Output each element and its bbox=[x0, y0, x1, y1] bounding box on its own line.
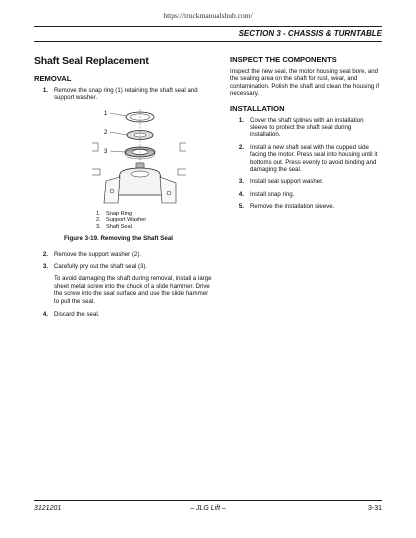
removal-step bbox=[34, 263, 214, 270]
header-rule-lower bbox=[34, 41, 382, 42]
step-number: 4. bbox=[238, 190, 244, 198]
doc-number: 3121201 bbox=[34, 505, 62, 512]
footer-brand: – JLG Lift – bbox=[190, 505, 226, 512]
left-column bbox=[34, 55, 214, 323]
legend-number: 3. bbox=[96, 224, 101, 230]
step-text: Discard the seal. bbox=[54, 311, 100, 319]
figure-caption: Figure 3-19. Removing the Shaft Seal bbox=[64, 234, 173, 242]
installation-step bbox=[230, 178, 382, 185]
installation-step bbox=[230, 144, 382, 174]
figure-legend bbox=[96, 211, 214, 231]
callout-label-3: 3 bbox=[104, 148, 108, 155]
removal-step bbox=[34, 87, 214, 102]
installation-step bbox=[230, 191, 382, 198]
step-text: Remove the snap ring (1) retaining the shaft seal and support washer. bbox=[54, 87, 198, 102]
footer-rule bbox=[34, 500, 382, 501]
header-rule bbox=[34, 26, 382, 27]
page-number: 3-31 bbox=[367, 505, 382, 512]
step-number: 4. bbox=[42, 311, 48, 319]
inspect-text: Inspect the new seal, the motor housing seal bore, and the sealing area on the shaft for rust, wear, and contamination. Polish the shaft and clean the housing if necessary. bbox=[230, 68, 380, 98]
removal-note: To avoid damaging the shaft during removal, install a large sheet metal screw into the chuck of a slide hammer. Drive the screw into the seal surface and use the slide hammer to pull the seal. bbox=[54, 275, 212, 305]
step-number: 3. bbox=[238, 178, 244, 186]
step-text: Remove the installation sleeve. bbox=[250, 203, 335, 211]
installation-step bbox=[230, 117, 382, 139]
removal-step bbox=[34, 311, 214, 318]
step-text: Remove the support washer (2). bbox=[54, 250, 142, 258]
legend-number: 1. bbox=[96, 210, 101, 217]
step-text: Carefully pry out the shaft seal (3). bbox=[54, 263, 148, 270]
legend-item bbox=[96, 211, 214, 218]
legend-text: Shaft Seal bbox=[106, 224, 132, 230]
shaft-seal-figure bbox=[92, 107, 186, 207]
legend-number: 2. bbox=[96, 217, 101, 224]
step-text: Install a new shaft seal with the cupped side facing the motor. Press seal into housing until it bottoms out. Press evenly to avoid binding and damaging the seal. bbox=[250, 143, 378, 174]
step-text: Install seal support washer. bbox=[250, 178, 324, 186]
removal-heading: REMOVAL bbox=[34, 74, 72, 83]
callout-label-1: 1 bbox=[104, 110, 108, 117]
step-text: Cover the shaft splines with an installation sleeve to protect the shaft seal during installation. bbox=[250, 116, 364, 139]
right-column bbox=[230, 55, 382, 216]
source-url: https://truckmanualshub.com/ bbox=[163, 11, 253, 20]
step-number: 3. bbox=[42, 263, 48, 270]
step-number: 1. bbox=[238, 116, 244, 124]
callout-label-2: 2 bbox=[104, 129, 108, 136]
step-number: 2. bbox=[238, 143, 244, 151]
legend-text: Snap Ring bbox=[106, 210, 133, 217]
installation-step bbox=[230, 203, 382, 210]
exploded-view-drawing bbox=[92, 107, 186, 207]
step-number: 2. bbox=[42, 250, 48, 258]
step-number: 5. bbox=[238, 203, 244, 211]
page-title: Shaft Seal Replacement bbox=[34, 55, 149, 67]
removal-step bbox=[34, 251, 214, 258]
installation-heading: INSTALLATION bbox=[230, 103, 285, 113]
step-text: Install snap ring. bbox=[250, 190, 295, 198]
step-number: 1. bbox=[42, 87, 48, 94]
section-title: SECTION 3 - CHASSIS & TURNTABLE bbox=[238, 29, 382, 38]
legend-item bbox=[96, 217, 214, 224]
inspect-heading: INSPECT THE COMPONENTS bbox=[230, 55, 337, 64]
legend-text: Support Washer bbox=[106, 217, 147, 224]
legend-item bbox=[96, 224, 214, 231]
